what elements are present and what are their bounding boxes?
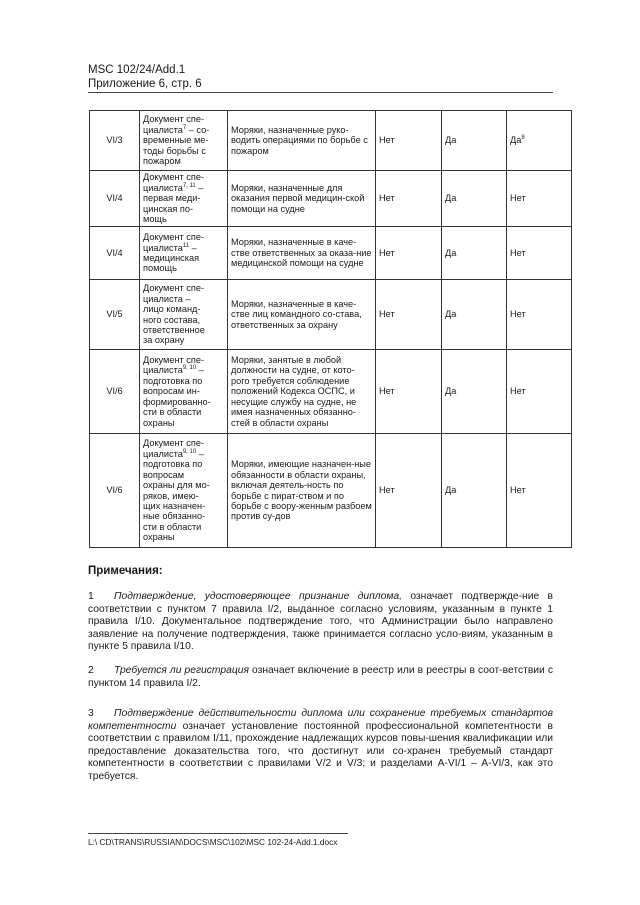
table-row — [90, 280, 572, 350]
table-row — [90, 350, 572, 434]
rule-code-cell: VI/5 — [90, 280, 140, 350]
notes-title: Примечания: — [88, 565, 163, 577]
value-cell-3 — [507, 350, 572, 434]
value-cell-1: Нет — [376, 350, 442, 434]
document-cell: Документ спе- циалиста$^{9, 10}$ – подготовка по вопросам охраны для мо- ряков, имею- щих назначен- ные обязанно- сти в области охраны — [140, 434, 228, 548]
table-row — [90, 171, 572, 227]
value-cell-3 — [507, 434, 572, 548]
holders-cell: Моряки, назначенные в каче-стве лиц командного со-става, ответственных за охрану — [228, 280, 376, 350]
value-cell-3 — [507, 111, 572, 171]
value-cell-2: Да — [442, 227, 507, 280]
value-cell-2: Да — [442, 171, 507, 227]
footnote-ref: 7 — [182, 124, 187, 131]
footnote-ref: 9, 10 — [182, 365, 197, 372]
value-cell-3 — [507, 227, 572, 280]
value-cell-1: Нет — [376, 171, 442, 227]
note-1-text: означает подтвержде-ние в соответствии с пунктом 7 правила I/2, выданное согласно условиям, указанным в пункте 1 правила I/10. Документальное подтверждение того, что Администрации было направлено заявление на получение подтверждения, также принимается согласно усло-виям, указанным в пункте 5 правила I/10. — [88, 591, 554, 652]
holders-cell: Моряки, занятые в любой должности на судне, от кото-рого требуется соблюдение положений Кодекса ОСПС, и несущие службу на судне, не имея назначенных обязанно-стей в области охраны — [228, 350, 376, 434]
table-row — [90, 434, 572, 548]
value-3-text: Нет — [510, 485, 526, 496]
file-path: L:\ CD\TRANS\RUSSIAN\DOCS\MSC\102\MSC 102-24-Add.1.docx — [88, 837, 338, 847]
header-rule — [88, 92, 553, 93]
note-2-text: означает включение в реестр или в реестры в соот-ветствии с пунктом 14 правила I/2. — [88, 665, 554, 689]
value-cell-1: Нет — [376, 280, 442, 350]
document-cell: Документ спе- циалиста$^7$ – со- временные ме- тоды борьбы с пожаром — [140, 111, 228, 171]
value-3-text: Нет — [510, 386, 526, 397]
note-3 — [88, 708, 553, 783]
value-3-text: Нет — [510, 247, 526, 258]
value-3-text: Нет — [510, 193, 526, 204]
page-header — [88, 63, 202, 91]
holders-cell: Моряки, имеющие назначен-ные обязанности в области охраны, включая деятель-ность по борьбе с пират-ством и по борьбе с воору-женным разбоем против су-дов — [228, 434, 376, 548]
value-cell-3 — [507, 171, 572, 227]
holders-cell: Моряки, назначенные руко-водить операциями по борьбе с пожаром — [228, 111, 376, 171]
value-cell-1: Нет — [376, 434, 442, 548]
certificates-table — [89, 110, 572, 548]
value-cell-1: Нет — [376, 111, 442, 171]
footnote-ref: 11 — [182, 242, 190, 249]
holders-cell: Моряки, назначенные в каче-стве ответственных за оказа-ние медицинской помощи на судне — [228, 227, 376, 280]
value-3-text: Нет — [510, 309, 526, 320]
rule-code-cell: VI/4 — [90, 227, 140, 280]
note-1 — [88, 591, 553, 654]
note-3-term: Подтверждение действительности диплома или сохранение требуемых стандартов компетентности — [88, 708, 553, 732]
value-cell-2: Да — [442, 350, 507, 434]
note-2-term: Требуется ли регистрация — [114, 665, 249, 676]
rule-code-cell: VI/3 — [90, 111, 140, 171]
document-cell: Документ спе- циалиста$^{7, 11}$ – первая меди- цинская по- мощь — [140, 171, 228, 227]
note-3-number: 3 — [88, 708, 94, 719]
value-cell-2: Да — [442, 280, 507, 350]
value-cell-2: Да — [442, 111, 507, 171]
value-cell-3 — [507, 280, 572, 350]
footer-rule — [88, 833, 348, 834]
note-2 — [88, 665, 553, 690]
rule-code-cell: VI/4 — [90, 171, 140, 227]
document-cell: Документ спе- циалиста – лицо команд- ного состава, ответственное за охрану — [140, 280, 228, 350]
rule-code-cell: VI/6 — [90, 350, 140, 434]
holders-cell: Моряки, назначенные для оказания первой медицин-ской помощи на судне — [228, 171, 376, 227]
value-cell-1: Нет — [376, 227, 442, 280]
footnote-ref: 9, 10 — [182, 448, 197, 455]
table-row — [90, 227, 572, 280]
value-cell-2: Да — [442, 434, 507, 548]
table-row — [90, 111, 572, 171]
footnote-ref: 7, 11 — [182, 182, 196, 189]
rule-code-cell: VI/6 — [90, 434, 140, 548]
note-1-term: Подтверждение, удостоверяющее признание диплома, — [114, 591, 402, 602]
note-2-number: 2 — [88, 665, 94, 676]
annex-label: Приложение 6, стр. 6 — [88, 78, 202, 90]
note-3-text: означает установление постоянной профессиональной компетентности в соответствии с правилом I/11, прохождение надлежащих курсов повы-шения квалификации или предоставление доказательства того, что достигнут или со-хранен требуемый стандарт компетентности в соответствии с правилами V/2 и V/3; и разделами A-VI/1 – A-VI/3, как это требуется. — [88, 720, 553, 782]
footnote-ref: 8 — [521, 135, 525, 142]
note-1-number: 1 — [88, 591, 94, 602]
value-3-text: Да — [510, 135, 522, 146]
doc-code: MSC 102/24/Add.1 — [88, 64, 186, 76]
document-cell: Документ спе- циалиста$^{9, 10}$ – подготовка по вопросам ин- формированно- сти в области охраны — [140, 350, 228, 434]
document-cell: Документ спе- циалиста$^{11}$ – медицинская помощь — [140, 227, 228, 280]
